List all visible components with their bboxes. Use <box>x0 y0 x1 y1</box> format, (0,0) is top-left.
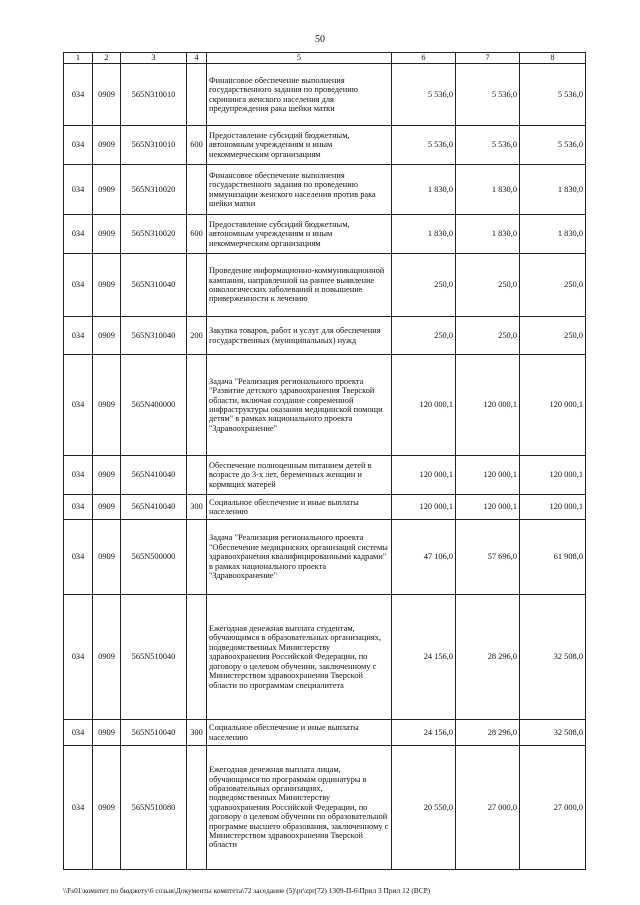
cell-amount-col6: 120 000,1 <box>392 355 456 456</box>
cell-amount-col6: 5 536,0 <box>392 126 456 165</box>
cell-expense-type: 600 <box>187 215 207 254</box>
cell-amount-col7: 250,0 <box>456 254 520 317</box>
cell-name: Социальное обеспечение и иные выплаты населению <box>207 720 392 746</box>
cell-amount-col8: 250,0 <box>520 317 586 355</box>
table-row <box>64 126 586 165</box>
cell-name: Предоставление субсидий бюджетным, автономным учреждениям и иным некоммерческим организациям <box>207 126 392 165</box>
cell-name: Ежегодная денежная выплата лицам, обучающимся по программам ординатуры в образовательных организациях, подведомственных Министерству здравоохранения Российской Федерации, по договору о целевом обучении по образовательной программе высшего образования, заключенному с Министерством здравоохранения Тверской области <box>207 746 392 870</box>
table-row <box>64 495 586 520</box>
col-header: 8 <box>520 53 586 64</box>
cell-expense-type <box>187 746 207 870</box>
cell-section-code: 0909 <box>93 746 121 870</box>
cell-amount-col7: 1 830,0 <box>456 165 520 215</box>
cell-expense-type <box>187 254 207 317</box>
cell-amount-col8: 120 000,1 <box>520 456 586 495</box>
cell-name: Обеспечение полноценным питанием детей в возрасте до 3-х лет, беременных женщин и кормящих матерей <box>207 456 392 495</box>
table-row <box>64 746 586 870</box>
cell-section-code: 0909 <box>93 64 121 126</box>
cell-admin-code: 034 <box>64 64 93 126</box>
cell-amount-col8: 1 830,0 <box>520 165 586 215</box>
cell-target-code: 565N410040 <box>121 456 187 495</box>
cell-admin-code: 034 <box>64 165 93 215</box>
table-row <box>64 355 586 456</box>
col-header: 6 <box>392 53 456 64</box>
cell-expense-type <box>187 520 207 595</box>
cell-admin-code: 034 <box>64 254 93 317</box>
cell-admin-code: 034 <box>64 126 93 165</box>
table-row <box>64 165 586 215</box>
cell-name: Задача "Реализация регионального проекта "Развитие детского здравоохранения Тверской области, включая создание современной инфраструктуры оказания медицинской помощи детям" в рамках национального проекта "Здравоохранение" <box>207 355 392 456</box>
cell-amount-col7: 28 296,0 <box>456 720 520 746</box>
cell-name: Закупка товаров, работ и услуг для обеспечения государственных (муниципальных) нужд <box>207 317 392 355</box>
cell-name: Финансовое обеспечение выполнения государственного задания по проведению скрининга женского населения для предупреждения рака шейки матки <box>207 64 392 126</box>
col-header: 4 <box>187 53 207 64</box>
cell-name: Ежегодная денежная выплата студентам, обучающимся в образовательных организациях, подведомственных Министерству здравоохранения Российской Федерации, по договору о целевом обучении, заключенному с Министерством здравоохранения Тверской области по программам специалитета <box>207 595 392 720</box>
cell-admin-code: 034 <box>64 520 93 595</box>
cell-amount-col8: 5 536,0 <box>520 64 586 126</box>
cell-amount-col7: 120 000,1 <box>456 495 520 520</box>
footer-file-path: \\Fs01\комитет по бюджету\6 созыв\Документы комитета\72 заседание (5)\pr\zpr(72) 1309-П-6\Прил 3 Прил 12 (ВСР) <box>63 886 431 895</box>
cell-expense-type <box>187 595 207 720</box>
table-row <box>64 595 586 720</box>
cell-amount-col6: 1 830,0 <box>392 215 456 254</box>
cell-section-code: 0909 <box>93 595 121 720</box>
cell-target-code: 565N510040 <box>121 595 187 720</box>
cell-admin-code: 034 <box>64 456 93 495</box>
cell-target-code: 565N510040 <box>121 720 187 746</box>
cell-amount-col6: 24 156,0 <box>392 720 456 746</box>
cell-expense-type: 600 <box>187 126 207 165</box>
cell-amount-col7: 57 696,0 <box>456 520 520 595</box>
cell-expense-type: 300 <box>187 495 207 520</box>
cell-amount-col6: 5 536,0 <box>392 64 456 126</box>
cell-amount-col7: 250,0 <box>456 317 520 355</box>
cell-amount-col8: 120 000,1 <box>520 355 586 456</box>
cell-expense-type: 200 <box>187 317 207 355</box>
table-row <box>64 317 586 355</box>
cell-name: Социальное обеспечение и иные выплаты населению <box>207 495 392 520</box>
cell-expense-type <box>187 456 207 495</box>
cell-target-code: 565N310040 <box>121 317 187 355</box>
cell-amount-col6: 47 106,0 <box>392 520 456 595</box>
cell-section-code: 0909 <box>93 495 121 520</box>
cell-amount-col6: 24 156,0 <box>392 595 456 720</box>
cell-amount-col8: 250,0 <box>520 254 586 317</box>
cell-section-code: 0909 <box>93 215 121 254</box>
cell-target-code: 565N310040 <box>121 254 187 317</box>
cell-amount-col7: 27 000,0 <box>456 746 520 870</box>
table-row <box>64 64 586 126</box>
cell-target-code: 565N310010 <box>121 126 187 165</box>
cell-section-code: 0909 <box>93 165 121 215</box>
cell-amount-col8: 32 508,0 <box>520 595 586 720</box>
table-row <box>64 456 586 495</box>
cell-expense-type <box>187 64 207 126</box>
cell-amount-col7: 5 536,0 <box>456 126 520 165</box>
col-header: 1 <box>64 53 93 64</box>
budget-table <box>63 52 586 870</box>
table-row <box>64 215 586 254</box>
cell-admin-code: 034 <box>64 720 93 746</box>
cell-amount-col8: 1 830,0 <box>520 215 586 254</box>
header-row <box>64 53 586 64</box>
table-row <box>64 254 586 317</box>
cell-target-code: 565N310010 <box>121 64 187 126</box>
page-number: 50 <box>315 34 325 45</box>
cell-amount-col8: 32 508,0 <box>520 720 586 746</box>
cell-amount-col7: 120 000,1 <box>456 456 520 495</box>
cell-section-code: 0909 <box>93 720 121 746</box>
cell-section-code: 0909 <box>93 254 121 317</box>
cell-target-code: 565N510080 <box>121 746 187 870</box>
cell-amount-col7: 120 000,1 <box>456 355 520 456</box>
cell-name: Проведение информационно-коммуникационной кампании, направленной на раннее выявление онкологических заболеваний и повышение приверженности к лечению <box>207 254 392 317</box>
cell-section-code: 0909 <box>93 520 121 595</box>
cell-name: Задача "Реализация регионального проекта "Обеспечение медицинских организаций системы здравоохранения квалифицированными кадрами" в рамках национального проекта "Здравоохранение" <box>207 520 392 595</box>
cell-admin-code: 034 <box>64 495 93 520</box>
cell-amount-col8: 120 000,1 <box>520 495 586 520</box>
cell-amount-col7: 1 830,0 <box>456 215 520 254</box>
cell-amount-col8: 61 908,0 <box>520 520 586 595</box>
cell-expense-type: 300 <box>187 720 207 746</box>
cell-amount-col6: 120 000,1 <box>392 495 456 520</box>
cell-expense-type <box>187 355 207 456</box>
cell-amount-col8: 5 536,0 <box>520 126 586 165</box>
col-header: 3 <box>121 53 187 64</box>
cell-target-code: 565N310020 <box>121 165 187 215</box>
cell-name: Предоставление субсидий бюджетным, автономным учреждениям и иным некоммерческим организациям <box>207 215 392 254</box>
cell-admin-code: 034 <box>64 355 93 456</box>
col-header: 7 <box>456 53 520 64</box>
cell-amount-col6: 1 830,0 <box>392 165 456 215</box>
cell-amount-col6: 120 000,1 <box>392 456 456 495</box>
cell-expense-type <box>187 165 207 215</box>
cell-admin-code: 034 <box>64 317 93 355</box>
cell-amount-col8: 27 000,0 <box>520 746 586 870</box>
table-row <box>64 520 586 595</box>
cell-section-code: 0909 <box>93 355 121 456</box>
cell-amount-col7: 5 536,0 <box>456 64 520 126</box>
cell-admin-code: 034 <box>64 746 93 870</box>
cell-amount-col6: 20 550,0 <box>392 746 456 870</box>
cell-section-code: 0909 <box>93 126 121 165</box>
cell-target-code: 565N410040 <box>121 495 187 520</box>
table-row <box>64 720 586 746</box>
cell-name: Финансовое обеспечение выполнения государственного задания по проведению иммунизации женского населения против рака шейки матки <box>207 165 392 215</box>
cell-amount-col6: 250,0 <box>392 254 456 317</box>
cell-amount-col6: 250,0 <box>392 317 456 355</box>
cell-admin-code: 034 <box>64 215 93 254</box>
cell-target-code: 565N310020 <box>121 215 187 254</box>
cell-section-code: 0909 <box>93 456 121 495</box>
cell-amount-col7: 28 296,0 <box>456 595 520 720</box>
cell-admin-code: 034 <box>64 595 93 720</box>
cell-section-code: 0909 <box>93 317 121 355</box>
col-header: 2 <box>93 53 121 64</box>
cell-target-code: 565N400000 <box>121 355 187 456</box>
col-header: 5 <box>207 53 392 64</box>
cell-target-code: 565N500000 <box>121 520 187 595</box>
